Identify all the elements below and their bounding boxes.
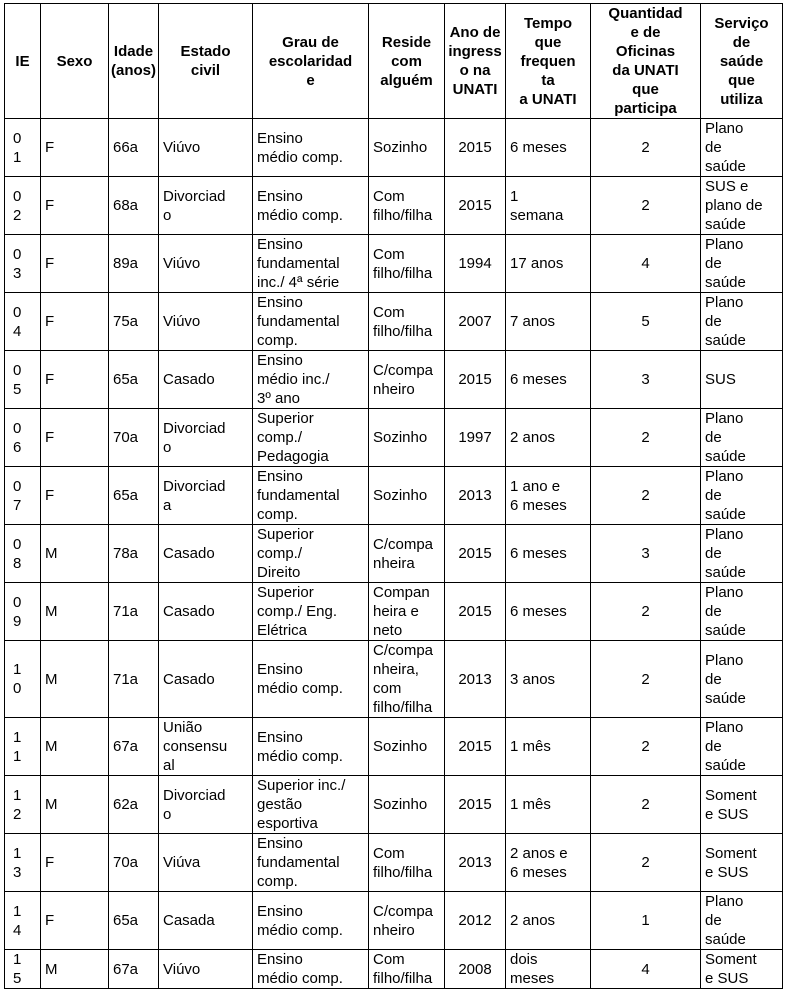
cell-idade: 78a [109,525,159,583]
cell-escolaridade: Superior inc./ gestão esportiva [253,776,369,834]
cell-escolaridade: Ensino médio comp. [253,950,369,989]
table-row [5,177,783,235]
cell-reside: Sozinho [369,718,445,776]
table-row [5,525,783,583]
cell-sexo: M [41,583,109,641]
table-row [5,583,783,641]
cell-reside: C/compa nheiro [369,892,445,950]
cell-idade: 70a [109,409,159,467]
table-header-row [5,4,783,119]
cell-sexo: F [41,119,109,177]
cell-escolaridade: Ensino fundamental inc./ 4ª série [253,235,369,293]
header-sexo: Sexo [41,4,109,119]
cell-ano-ingresso: 2015 [445,776,506,834]
cell-ie: 0 2 [5,177,41,235]
cell-reside: C/compa nheiro [369,351,445,409]
cell-reside: Com filho/filha [369,834,445,892]
cell-ano-ingresso: 2015 [445,583,506,641]
cell-tempo: 1 semana [506,177,591,235]
cell-estado-civil: Casado [159,351,253,409]
cell-tempo: 6 meses [506,119,591,177]
cell-ie: 0 7 [5,467,41,525]
cell-ie: 0 3 [5,235,41,293]
cell-ie: 0 8 [5,525,41,583]
header-oficinas: Quantidad e de Oficinas da UNATI que participa [591,4,701,119]
cell-sexo: M [41,525,109,583]
cell-ie: 1 1 [5,718,41,776]
cell-estado-civil: Casado [159,641,253,718]
table-row [5,834,783,892]
cell-idade: 62a [109,776,159,834]
cell-servico-saude: Plano de saúde [701,718,783,776]
cell-idade: 66a [109,119,159,177]
cell-estado-civil: União consensu al [159,718,253,776]
cell-oficinas: 4 [591,235,701,293]
cell-ie: 0 9 [5,583,41,641]
cell-ie: 1 4 [5,892,41,950]
cell-servico-saude: Plano de saúde [701,409,783,467]
cell-servico-saude: Soment e SUS [701,950,783,989]
cell-tempo: 1 mês [506,776,591,834]
cell-ie: 0 6 [5,409,41,467]
cell-escolaridade: Ensino médio inc./ 3º ano [253,351,369,409]
cell-ano-ingresso: 2015 [445,119,506,177]
cell-estado-civil: Casado [159,525,253,583]
cell-ie: 1 2 [5,776,41,834]
cell-reside: Sozinho [369,776,445,834]
cell-estado-civil: Viúvo [159,293,253,351]
cell-estado-civil: Divorciad a [159,467,253,525]
cell-servico-saude: Soment e SUS [701,776,783,834]
cell-idade: 75a [109,293,159,351]
cell-estado-civil: Casada [159,892,253,950]
cell-sexo: F [41,834,109,892]
cell-reside: C/compa nheira [369,525,445,583]
cell-escolaridade: Ensino médio comp. [253,892,369,950]
cell-tempo: 6 meses [506,583,591,641]
cell-estado-civil: Viúvo [159,950,253,989]
cell-oficinas: 3 [591,351,701,409]
cell-servico-saude: Soment e SUS [701,834,783,892]
cell-idade: 65a [109,467,159,525]
cell-sexo: M [41,718,109,776]
cell-ie: 0 5 [5,351,41,409]
cell-tempo: 1 ano e 6 meses [506,467,591,525]
cell-servico-saude: Plano de saúde [701,892,783,950]
cell-ie: 1 5 [5,950,41,989]
cell-reside: Sozinho [369,119,445,177]
cell-oficinas: 2 [591,409,701,467]
cell-oficinas: 2 [591,177,701,235]
cell-tempo: 6 meses [506,351,591,409]
cell-estado-civil: Viúvo [159,119,253,177]
cell-escolaridade: Ensino fundamental comp. [253,467,369,525]
cell-tempo: 1 mês [506,718,591,776]
cell-reside: Com filho/filha [369,235,445,293]
cell-escolaridade: Ensino médio comp. [253,718,369,776]
cell-reside: Com filho/filha [369,293,445,351]
cell-servico-saude: Plano de saúde [701,583,783,641]
cell-estado-civil: Divorciad o [159,409,253,467]
header-idade: Idade (anos) [109,4,159,119]
cell-oficinas: 3 [591,525,701,583]
cell-servico-saude: Plano de saúde [701,641,783,718]
cell-escolaridade: Superior comp./ Eng. Elétrica [253,583,369,641]
cell-escolaridade: Superior comp./ Direito [253,525,369,583]
cell-tempo: 2 anos [506,409,591,467]
cell-ano-ingresso: 2013 [445,467,506,525]
cell-ano-ingresso: 2008 [445,950,506,989]
cell-ano-ingresso: 2013 [445,641,506,718]
cell-sexo: F [41,293,109,351]
cell-oficinas: 2 [591,583,701,641]
header-reside: Reside com alguém [369,4,445,119]
cell-ano-ingresso: 1997 [445,409,506,467]
cell-estado-civil: Viúva [159,834,253,892]
table-row [5,235,783,293]
table-row [5,776,783,834]
cell-reside: Com filho/filha [369,177,445,235]
cell-idade: 68a [109,177,159,235]
cell-oficinas: 5 [591,293,701,351]
cell-servico-saude: Plano de saúde [701,467,783,525]
cell-escolaridade: Ensino fundamental comp. [253,834,369,892]
cell-idade: 67a [109,950,159,989]
cell-reside: Sozinho [369,409,445,467]
cell-oficinas: 4 [591,950,701,989]
cell-oficinas: 2 [591,776,701,834]
cell-idade: 67a [109,718,159,776]
cell-escolaridade: Ensino médio comp. [253,641,369,718]
cell-sexo: M [41,776,109,834]
cell-oficinas: 2 [591,834,701,892]
table-row [5,351,783,409]
cell-escolaridade: Ensino fundamental comp. [253,293,369,351]
table-row [5,641,783,718]
cell-ano-ingresso: 2013 [445,834,506,892]
header-estado-civil: Estado civil [159,4,253,119]
cell-sexo: F [41,351,109,409]
cell-ano-ingresso: 2015 [445,718,506,776]
header-ie: IE [5,4,41,119]
cell-tempo: 7 anos [506,293,591,351]
cell-ano-ingresso: 2007 [445,293,506,351]
table-body [5,119,783,989]
cell-sexo: F [41,467,109,525]
cell-reside: Com filho/filha [369,950,445,989]
table-row [5,409,783,467]
cell-servico-saude: Plano de saúde [701,293,783,351]
cell-escolaridade: Ensino médio comp. [253,177,369,235]
table-row [5,950,783,989]
cell-idade: 65a [109,892,159,950]
cell-ie: 1 0 [5,641,41,718]
cell-ie: 1 3 [5,834,41,892]
cell-oficinas: 2 [591,641,701,718]
header-servico-saude: Serviço de saúde que utiliza [701,4,783,119]
cell-oficinas: 2 [591,718,701,776]
cell-ano-ingresso: 2015 [445,351,506,409]
cell-estado-civil: Divorciad o [159,177,253,235]
cell-escolaridade: Superior comp./ Pedagogia [253,409,369,467]
header-escolaridade: Grau de escolaridad e [253,4,369,119]
cell-idade: 71a [109,641,159,718]
cell-idade: 65a [109,351,159,409]
cell-tempo: 6 meses [506,525,591,583]
cell-oficinas: 1 [591,892,701,950]
cell-ano-ingresso: 2015 [445,177,506,235]
participants-table [4,3,783,989]
cell-tempo: 2 anos e 6 meses [506,834,591,892]
cell-estado-civil: Casado [159,583,253,641]
cell-reside: Sozinho [369,467,445,525]
cell-ano-ingresso: 2012 [445,892,506,950]
cell-sexo: F [41,177,109,235]
cell-reside: C/compa nheira, com filho/filha [369,641,445,718]
table-row [5,467,783,525]
cell-reside: Compan heira e neto [369,583,445,641]
table-row [5,293,783,351]
cell-servico-saude: SUS [701,351,783,409]
cell-sexo: M [41,641,109,718]
cell-sexo: F [41,409,109,467]
cell-tempo: 2 anos [506,892,591,950]
cell-ie: 0 4 [5,293,41,351]
cell-estado-civil: Divorciad o [159,776,253,834]
cell-estado-civil: Viúvo [159,235,253,293]
cell-oficinas: 2 [591,467,701,525]
cell-idade: 89a [109,235,159,293]
cell-escolaridade: Ensino médio comp. [253,119,369,177]
table-row [5,718,783,776]
cell-idade: 70a [109,834,159,892]
cell-oficinas: 2 [591,119,701,177]
cell-ano-ingresso: 2015 [445,525,506,583]
cell-servico-saude: Plano de saúde [701,235,783,293]
cell-tempo: 17 anos [506,235,591,293]
cell-sexo: F [41,892,109,950]
cell-ie: 0 1 [5,119,41,177]
cell-servico-saude: Plano de saúde [701,119,783,177]
cell-ano-ingresso: 1994 [445,235,506,293]
header-tempo: Tempo que frequen ta a UNATI [506,4,591,119]
table-row [5,892,783,950]
header-ano-ingresso: Ano de ingress o na UNATI [445,4,506,119]
cell-sexo: M [41,950,109,989]
cell-servico-saude: SUS e plano de saúde [701,177,783,235]
cell-tempo: dois meses [506,950,591,989]
cell-servico-saude: Plano de saúde [701,525,783,583]
cell-idade: 71a [109,583,159,641]
table-row [5,119,783,177]
cell-tempo: 3 anos [506,641,591,718]
cell-sexo: F [41,235,109,293]
